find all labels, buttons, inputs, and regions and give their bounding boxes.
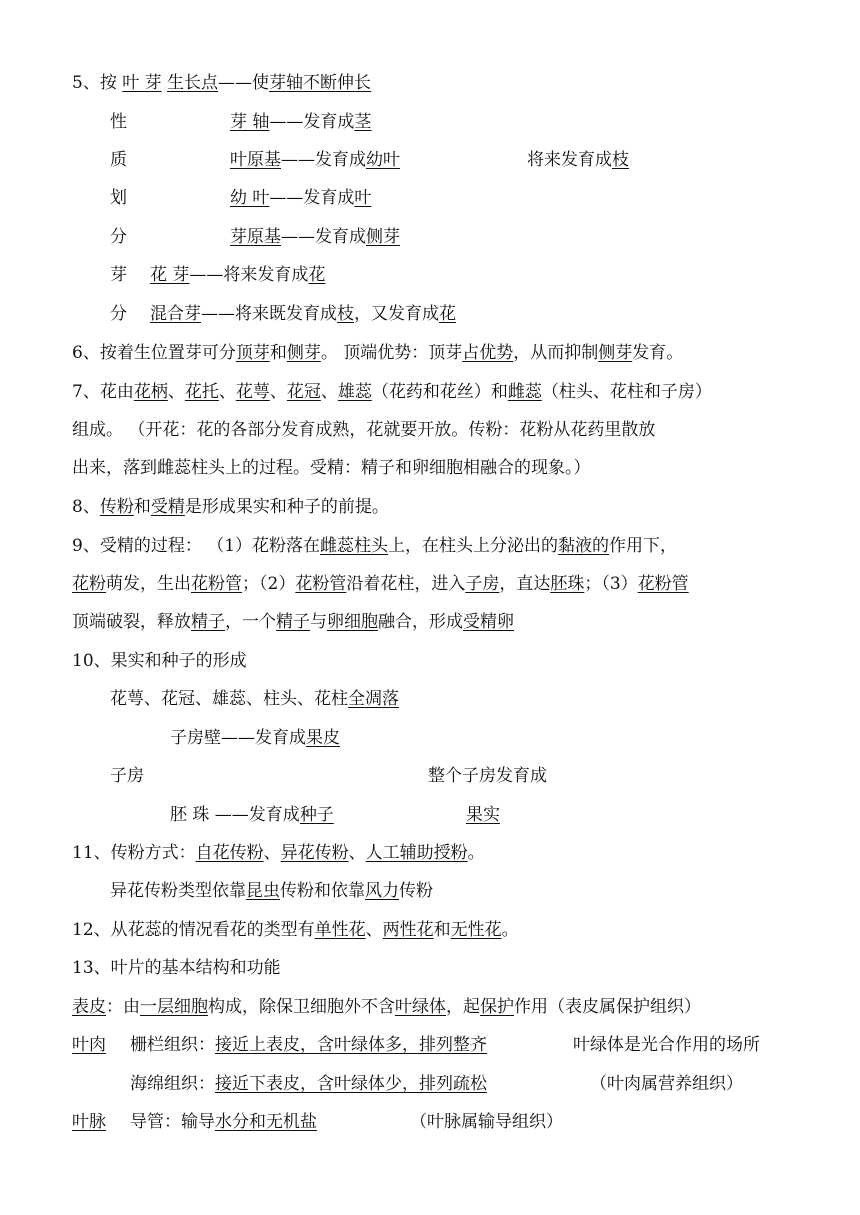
text-line <box>410 1111 563 1133</box>
text-line <box>72 342 683 364</box>
text-segment: 整个子房发育成 <box>428 766 547 786</box>
text-segment: 作用下， <box>609 536 678 556</box>
text-segment: 10、果实和种子的形成 <box>72 651 247 671</box>
text-segment: 7、花由 <box>72 382 134 402</box>
text-line <box>110 187 127 209</box>
text-segment: 传粉和依靠 <box>280 881 365 901</box>
underlined-term: 精子 <box>276 612 310 632</box>
text-segment: 导管：输导 <box>130 1112 215 1132</box>
underlined-term: 占优势 <box>462 343 514 363</box>
text-segment: 、 <box>263 843 281 863</box>
text-segment: （花药和花丝）和 <box>371 382 508 402</box>
text-segment: （柱头、花柱和子房） <box>541 382 712 402</box>
underlined-term: 黏液的 <box>558 536 610 556</box>
text-segment: ——将来既发育成 <box>201 304 337 324</box>
text-line <box>110 149 127 171</box>
text-line <box>72 72 371 94</box>
underlined-term: 风力 <box>365 881 399 901</box>
text-segment: 8、 <box>72 497 100 517</box>
underlined-term: 精子 <box>191 612 225 632</box>
underlined-term: 雌蕊 <box>507 382 542 402</box>
text-segment: 萌发，生出 <box>106 574 191 594</box>
text-segment: 、 <box>167 382 185 402</box>
underlined-term: 叶肉 <box>72 1035 106 1055</box>
text-segment: 划 <box>110 188 127 208</box>
underlined-term: 芽轴不断伸长 <box>269 73 372 93</box>
underlined-term: 雌蕊柱头 <box>320 536 389 556</box>
text-segment: ——发育成 <box>281 150 366 170</box>
text-segment: 上，在柱头上分泌出的 <box>388 536 559 556</box>
text-segment: 、 <box>218 382 236 402</box>
text-line <box>72 996 701 1018</box>
text-line <box>130 1034 487 1056</box>
underlined-term: 全凋落 <box>348 689 399 709</box>
text-line <box>150 264 325 286</box>
underlined-term: 果皮 <box>306 728 340 748</box>
underlined-term: 叶 芽 <box>122 73 162 93</box>
text-line <box>72 457 591 479</box>
underlined-term: 胚珠 <box>550 574 585 594</box>
underlined-term: 花冠 <box>286 382 321 402</box>
text-segment: 和 <box>269 343 287 363</box>
underlined-term: 无性花 <box>450 920 502 940</box>
underlined-term: 顶芽 <box>235 343 270 363</box>
text-segment: 作用（表皮属保护组织） <box>514 997 701 1017</box>
text-segment: 、 <box>269 382 287 402</box>
text-line <box>110 688 399 710</box>
text-line <box>230 187 371 209</box>
text-segment: 子房 <box>110 766 144 786</box>
underlined-term: 侧芽 <box>598 343 633 363</box>
underlined-term: 叶脉 <box>72 1112 106 1132</box>
underlined-term: 叶原基 <box>230 150 281 170</box>
underlined-term: 接近上表皮，含叶绿体多，排列整齐 <box>215 1035 487 1055</box>
text-segment: 将来发育成 <box>527 150 612 170</box>
text-segment: 与 <box>310 612 327 632</box>
underlined-term: 枝 <box>612 150 629 170</box>
text-line <box>230 226 400 248</box>
text-line <box>110 264 127 286</box>
text-segment: 和 <box>133 497 151 517</box>
text-segment: 子房壁——发育成 <box>170 728 306 748</box>
text-line <box>72 611 514 633</box>
text-segment: 9、受精的过程： （1）花粉落在 <box>72 536 321 556</box>
text-segment: ——发育成 <box>269 188 355 208</box>
underlined-term: 卵细胞 <box>327 612 378 632</box>
underlined-term: 单性花 <box>314 920 366 940</box>
underlined-term: 一层细胞 <box>140 997 208 1017</box>
underlined-term: 枝 <box>337 304 354 324</box>
text-segment: 出来，落到雌蕊柱头上的过程。受精：精子和卵细胞相融合的现象。） <box>72 458 591 478</box>
text-segment: ，又发育成 <box>354 304 439 324</box>
underlined-term: 生长点 <box>167 73 219 93</box>
underlined-term: 受精 <box>150 497 185 517</box>
text-segment: 12、从花蕊的情况看花的类型有 <box>72 920 315 940</box>
text-segment: ；（3） <box>584 574 638 594</box>
text-segment: 13、叶片的基本结构和功能 <box>72 958 281 978</box>
text-segment: （叶脉属输导组织） <box>410 1112 563 1132</box>
text-line <box>466 804 500 826</box>
text-segment: 沿着花柱，进入 <box>346 574 466 594</box>
text-segment: ，直达 <box>499 574 551 594</box>
text-segment: 栅栏组织： <box>130 1035 215 1055</box>
text-segment: 芽 <box>110 265 127 285</box>
text-line <box>130 1073 487 1095</box>
text-segment: 融合，形成 <box>378 612 463 632</box>
text-segment: 。 <box>467 843 485 863</box>
underlined-term: 受精卵 <box>463 612 514 632</box>
text-line <box>72 496 389 518</box>
underlined-term: 子房 <box>465 574 500 594</box>
text-line <box>527 149 629 171</box>
text-segment: （叶肉属营养组织） <box>590 1074 743 1094</box>
text-line <box>110 226 127 248</box>
underlined-term: 雄蕊 <box>337 382 372 402</box>
text-segment: 、 <box>320 382 338 402</box>
underlined-term: 花粉管 <box>295 574 347 594</box>
text-line <box>72 650 247 672</box>
underlined-term: 人工辅助授粉 <box>365 843 468 863</box>
underlined-term: 传粉 <box>99 497 134 517</box>
underlined-term: 侧芽 <box>366 227 400 247</box>
text-segment: 叶绿体是光合作用的场所 <box>573 1035 760 1055</box>
text-segment: ，一个 <box>225 612 276 632</box>
text-segment: 花萼、花冠、雄蕊、柱头、花柱 <box>110 689 348 709</box>
underlined-term: 接近下表皮，含叶绿体少，排列疏松 <box>215 1074 487 1094</box>
underlined-term: 茎 <box>354 112 372 132</box>
text-line <box>130 1111 317 1133</box>
text-line <box>72 419 655 441</box>
text-segment: ——将来发育成 <box>189 265 309 285</box>
text-line <box>72 1111 106 1133</box>
underlined-term: 自花传粉 <box>195 843 264 863</box>
text-segment: 分 <box>110 304 127 324</box>
text-line <box>110 303 127 325</box>
text-segment: ；（2） <box>242 574 296 594</box>
text-segment: 是形成果实和种子的前提。 <box>184 497 389 517</box>
underlined-term: 异花传粉 <box>280 843 349 863</box>
text-segment: 性 <box>110 112 127 132</box>
text-line <box>72 381 712 403</box>
text-line <box>150 303 456 325</box>
text-line <box>72 1034 106 1056</box>
text-segment: 和 <box>433 920 451 940</box>
text-segment: 构成，除保卫细胞外不含 <box>208 997 395 1017</box>
underlined-term: 花柄 <box>133 382 168 402</box>
underlined-term: 花托 <box>184 382 219 402</box>
text-line <box>110 880 433 902</box>
underlined-term: 混合芽 <box>150 304 201 324</box>
underlined-term: 保护 <box>480 997 514 1017</box>
underlined-term: 芽 轴 <box>230 112 270 132</box>
underlined-term: 种子 <box>299 805 334 825</box>
underlined-term: 表皮 <box>72 997 106 1017</box>
text-segment: ：由 <box>106 997 140 1017</box>
text-segment: 5、按 <box>72 73 117 93</box>
text-segment: 分 <box>110 227 127 247</box>
text-line <box>110 765 144 787</box>
text-segment: 。 <box>501 920 519 940</box>
text-line <box>230 111 371 133</box>
text-line <box>72 919 519 941</box>
text-segment: 传粉 <box>399 881 433 901</box>
text-segment: ——使 <box>218 73 270 93</box>
text-segment: 顶端破裂，释放 <box>72 612 191 632</box>
text-line <box>110 111 127 133</box>
text-segment: 、 <box>365 920 383 940</box>
text-segment: 胚 珠 ——发育成 <box>170 805 300 825</box>
underlined-term: 侧芽 <box>286 343 321 363</box>
underlined-term: 花粉管 <box>637 574 689 594</box>
underlined-term: 花 <box>308 265 326 285</box>
text-line <box>72 573 689 595</box>
text-segment: 海绵组织： <box>130 1074 215 1094</box>
underlined-term: 花 芽 <box>150 265 190 285</box>
underlined-term: 芽原基 <box>230 227 281 247</box>
text-segment: 质 <box>110 150 127 170</box>
text-line <box>170 804 334 826</box>
underlined-term: 叶绿体 <box>395 997 446 1017</box>
underlined-term: 两性花 <box>382 920 434 940</box>
text-segment: 组成。 （开花：花的各部分发育成熟，花就要开放。传粉：花粉从花药里散放 <box>72 420 656 440</box>
text-line <box>230 149 400 171</box>
underlined-term: 叶 <box>354 188 372 208</box>
underlined-term: 幼 叶 <box>230 188 270 208</box>
underlined-term: 昆虫 <box>246 881 280 901</box>
text-line <box>428 765 547 787</box>
underlined-term: 果实 <box>466 805 500 825</box>
text-segment: 异花传粉类型依靠 <box>110 881 246 901</box>
text-segment: ——发育成 <box>269 112 355 132</box>
text-line <box>72 842 485 864</box>
text-line <box>170 727 340 749</box>
underlined-term: 花粉管 <box>191 574 242 594</box>
text-segment: ，起 <box>446 997 480 1017</box>
text-segment: ，从而抑制 <box>513 343 599 363</box>
text-line <box>590 1073 743 1095</box>
text-segment: 11、传粉方式： <box>72 843 196 863</box>
text-line <box>573 1034 760 1056</box>
underlined-term: 幼叶 <box>366 150 400 170</box>
text-line <box>72 535 677 557</box>
underlined-term: 水分和无机盐 <box>215 1112 317 1132</box>
text-segment: 、 <box>348 843 366 863</box>
text-segment: ——发育成 <box>281 227 366 247</box>
text-segment: 。 顶端优势：顶芽 <box>320 343 463 363</box>
text-segment: 发育。 <box>632 343 684 363</box>
text-line <box>72 957 281 979</box>
underlined-term: 花萼 <box>235 382 270 402</box>
text-segment: 6、按着生位置芽可分 <box>72 343 236 363</box>
underlined-term: 花粉 <box>72 574 106 594</box>
underlined-term: 花 <box>439 304 456 324</box>
